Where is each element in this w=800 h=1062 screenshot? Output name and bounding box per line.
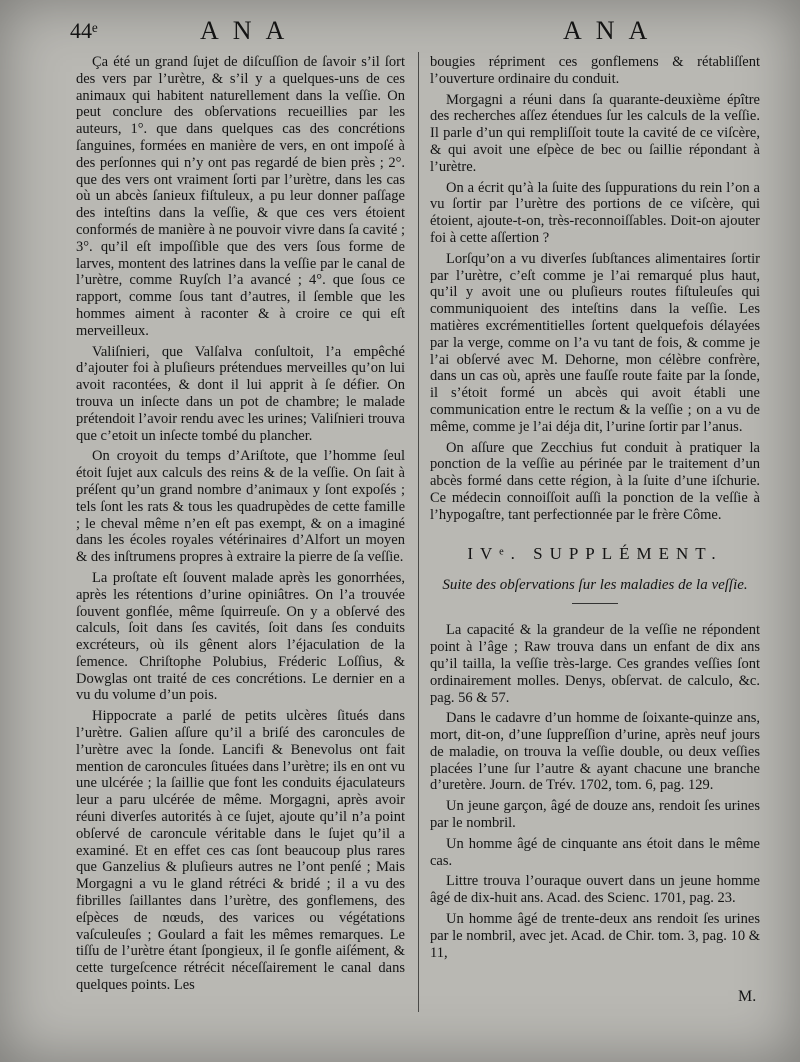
- catchword: M.: [738, 988, 757, 1005]
- paragraph: Littre trouva l’ouraque ouvert dans un jeune homme âgé de dix-huit ans. Acad. des Scienc. 1701, pag. 23.: [430, 873, 760, 907]
- paragraph: Hippocrate a parlé de petits ulcères ſitués dans l’urètre. Galien aſſure qu’il a briſé des caroncules de l’urètre avec la ſonde. Lancifi & Benevolus ont fait mention de caroncules ſituées dans l’urètre; ils en ont vu une ulcérée ; la ſaillie que font les conduits éjaculateurs leur a paru ulcérée de même. Morgagni, après avoir réuni diverſes autorités à ce ſujet, ajoute qu’il n’a point obſervé de caroncule véritable dans le ſujet qu’il a examiné. Et en effet ces cas ſont beaucoup plus rares que Ganzelius & pluſieurs autres ne l’ont penſé ; Mais Morgagni a vu le gland rétréci & bridé ; il a vu des fibrilles ſaillantes dans l’urètre, des gonflemens, des eſpèces de nœuds, des varices ou végétations vaſculeuſes ; Goulard a fait les mêmes remarques. Le tiſſu de l’urètre étant ſpongieux, il ſe gonfle aiſément, & cette turgeſcence rétrécit néceſſairement le canal dans quelques points. Les: [76, 708, 405, 994]
- section-title: IVᵉ. SUPPLÉMENT.: [467, 543, 723, 563]
- section-subtitle: Suite des obſervations ſur les maladies de la veſſie.: [442, 577, 748, 594]
- left-column: [76, 54, 405, 998]
- paragraph: Valiſnieri, que Valſalva conſultoit, l’a empêché d’ajouter foi à pluſieurs prétendues merveilles qu’on lui avoit racontées, & dont il lui apprit à ſe défier. On trouva un inſecte dans un pot de chambre; le malade prétendoit l’avoir rendu avec les urines; Valiſnieri trouva que c’etoit un inſecte tombé du plancher.: [76, 343, 405, 444]
- paragraph: On croyoit du temps d’Ariſtote, que l’homme ſeul étoit ſujet aux calculs des reins & de la veſſie. On ſait à préſent qu’un grand nombre d’animaux y ſont expoſés ; tels ſont les rats & tous les quadrupèdes de cette famille ; le cheval même n’en eſt pas exempt, & on a imaginé dans les écoles royales vétérinaires d’Alfort un moyen & des inſtrumens propres à extraire la pierre de ſa veſſie.: [76, 448, 405, 566]
- paragraph: Un homme âgé de cinquante ans étoit dans le même cas.: [430, 835, 760, 869]
- paragraph: Un homme âgé de trente-deux ans rendoit ſes urines par le nombril, avec jet. Acad. de Chir. tom. 3, pag. 10 & 11,: [430, 911, 760, 961]
- paragraph: Dans le cadavre d’un homme de ſoixante-quinze ans, mort, dit-on, d’une ſuppreſſion d’urine, après neuf jours de maladie, on trouva la veſſie double, ou deux veſſies placées l’une ſur l’autre & ayant chacune une branche d’uretère. Journ. de Trév. 1702, tom. 6, pag. 129.: [430, 710, 760, 794]
- page-header: [0, 18, 800, 50]
- page-number: 44ᵉ: [70, 18, 98, 43]
- section-rule: [572, 603, 618, 604]
- paragraph: Ça été un grand ſujet de diſcuſſion de ſavoir s’il ſort des vers par l’urètre, & s’il y a quelques-uns de ces animaux qui habitent naturellement dans la veſſie. On peut conclure des obſervations recueillies par les auteurs, 1°. que dans quelques cas des concrétions ſanguines, formées en manière de vers, en ont impoſé à des perſonnes qui n’y ont pas regardé de bien près ; 2°. que des vers ont vraiment ſorti par l’urètre, dans les cas où un abcès ſanieux fiſtuleux, a pu leur donner paſſage des inteſtins dans la veſſie, & que ces vers étoient conformés de manière à ne pouvoir vivre dans ſa cavité ; 3°. qu’il eſt impoſſible que des vers ſous forme de larves, montent des latrines dans la veſſie par le canal de l’urètre, comme Ruyſch l’a avancé ; 4°. que ſous ce rapport, comme ſous tant d’autres, il ſemble que les hommes aiment à raconter & à croire ce qui eſt merveilleux.: [76, 54, 405, 339]
- paragraph: La capacité & la grandeur de la veſſie ne répondent point à l’âge ; Raw trouva dans un enfant de dix ans qu’il tailla, la veſſie très-large. Ces grandes veſſies ſont ordinairement molles. Denys, obſervat. de calculo, &c. pag. 56 & 57.: [430, 622, 760, 706]
- paragraph: Lorſqu’on a vu diverſes ſubſtances alimentaires ſortir par l’urètre, c’eſt comme je l’ai remarqué plus haut, qu’il y avoit une ou pluſieurs routes fiſtuleuſes qui communiquoient des inteſtins dans la veſſie. Les matières excrémentitielles ſortent quelquefois délayées par la verge, comme on l’a vu tant de fois, & comme je l’ai obſervé avec M. Dehorne, mon célèbre confrère, dans un cas où, après une fauſſe route faite par la ſonde, il s’étoit formé un abcès qui avoit établi une communication entre le rectum & la veſſie ; on a vu de même, comme je l’ai déja dit, l’urine ſortir par l’anus.: [430, 250, 760, 435]
- paragraph: La proſtate eſt ſouvent malade après les gonorrhées, après les rétentions d’urine opiniâtres. On l’a trouvée ſouvent gonflée, même ſquirreuſe. On y a obſervé des calculs, ſoit dans ſes cavités, ſoit dans ſes conduits excréteurs, où ils gênent alors l’éjaculation de la ſemence. Chriſtophe Polubius, Fréderic Loſſius, & Dowglas ont traité de ces concrétions. Le dernier en a vu du volume d’un pois.: [76, 569, 405, 704]
- running-head-left: ANA: [200, 16, 299, 45]
- paragraph: On aſſure que Zecchius fut conduit à pratiquer la ponction de la veſſie au périnée par le traitement d’un abcès formé dans cette région, à la ſuite d’une iſchurie. Ce médecin connoiſſoit auſſi la ponction de la veſſie à l’hypogaſtre, tant perfectionnée par le frère Côme.: [430, 439, 760, 523]
- paragraph: Morgagni a réuni dans ſa quarante-deuxième épître des recherches aſſez étendues ſur les calculs de la veſſie. Il parle d’un qui rempliſſoit toute la cavité de ce viſcère, & qui avoit une eſpèce de bec ou ſaillie répondant à l’urètre.: [430, 91, 760, 175]
- paragraph: bougies répriment ces gonflemens & rétabliſſent l’ouverture ordinaire du conduit.: [430, 54, 760, 87]
- running-head-right: ANA: [563, 16, 662, 45]
- right-column: [430, 54, 760, 965]
- paragraph: On a écrit qu’à la ſuite des ſuppurations du rein l’on a vu ſortir par l’urètre des portions de ce viſcère, qui étoient, ajoute-t-on, très-reconnoiſſables. Doit-on ajouter foi à cette aſſertion ?: [430, 179, 760, 246]
- paragraph: Un jeune garçon, âgé de douze ans, rendoit ſes urines par le nombril.: [430, 798, 760, 832]
- column-divider: [418, 52, 419, 1012]
